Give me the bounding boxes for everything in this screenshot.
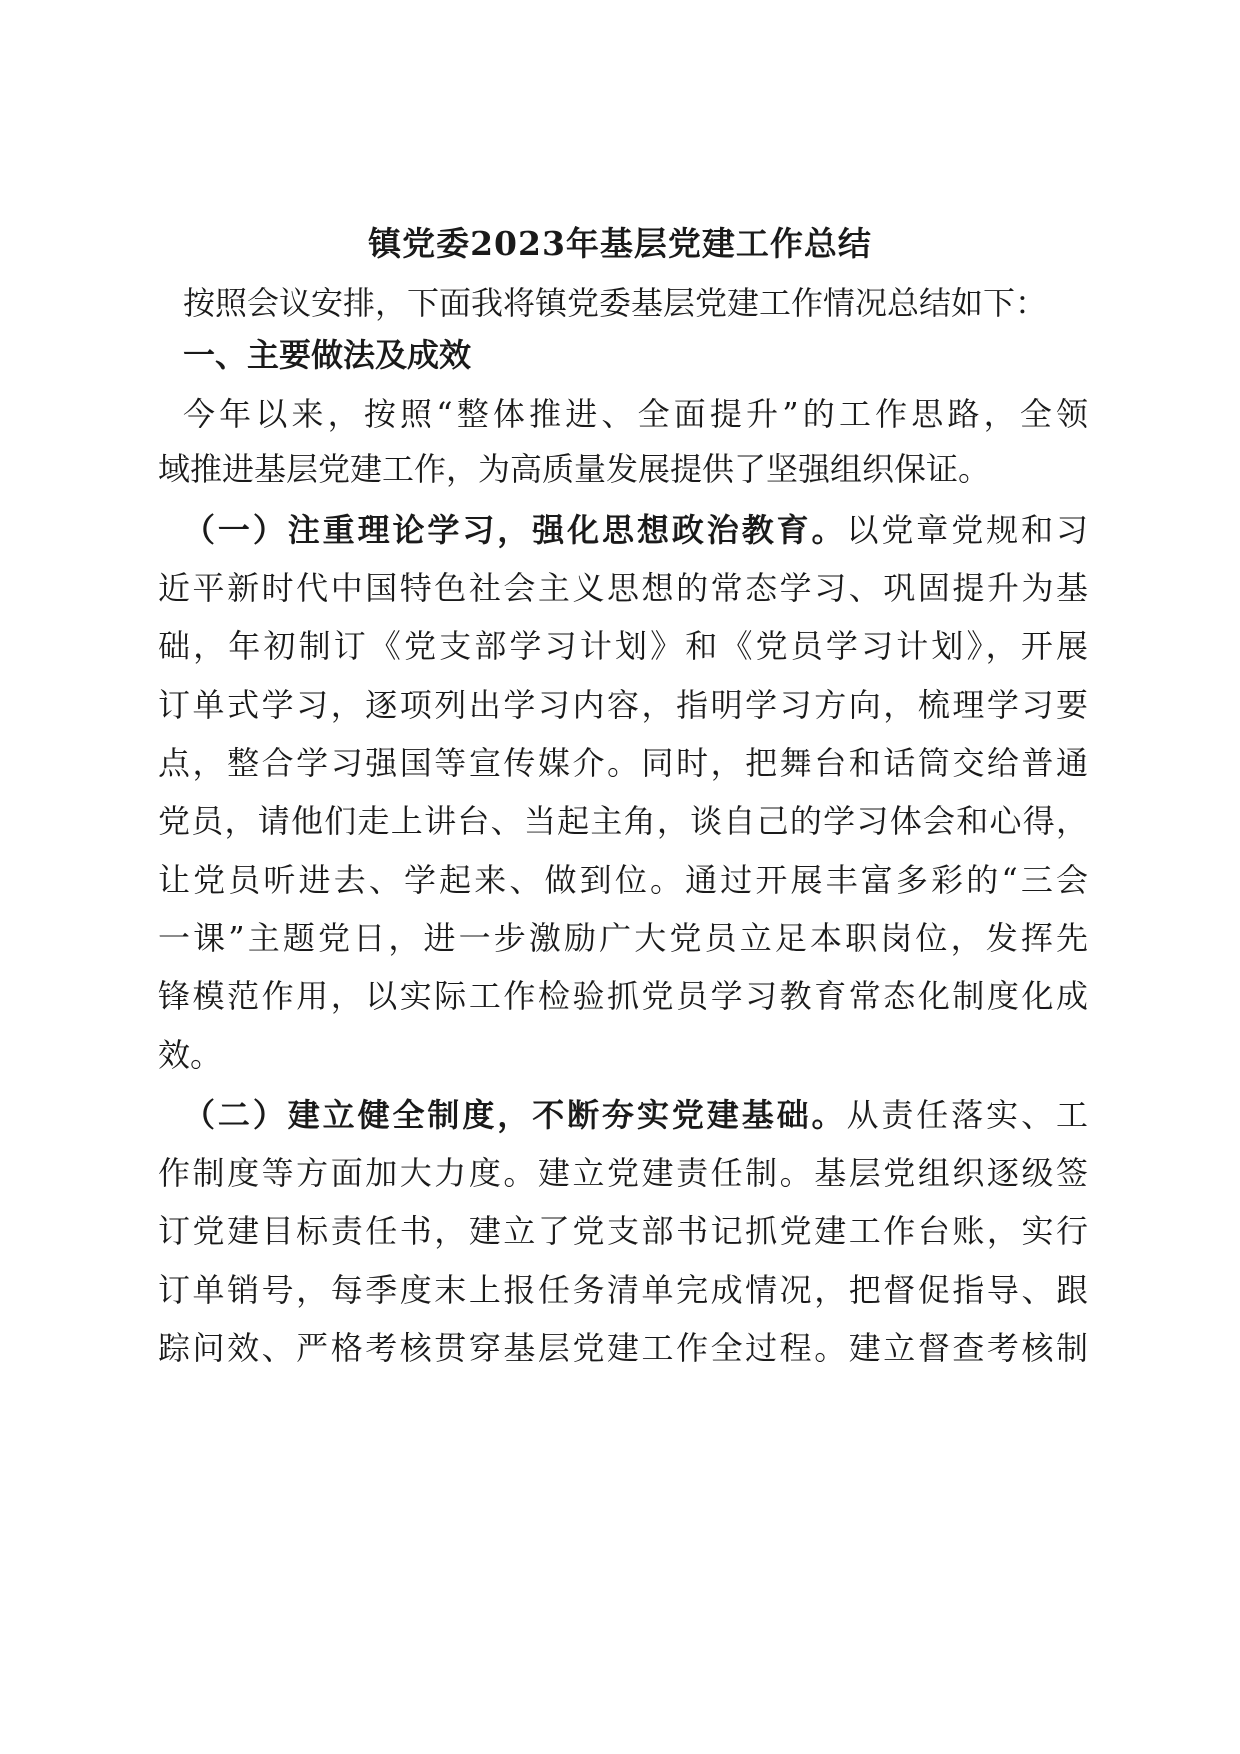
paragraph-line: 作制度等方面加大力度。建立党建责任制。基层党组织逐级签 [158, 1154, 1088, 1192]
paragraph-line: 踪问效、严格考核贯穿基层党建工作全过程。建立督查考核制 [158, 1329, 1088, 1367]
paragraph-line: 订党建目标责任书，建立了党支部书记抓党建工作台账，实行 [158, 1212, 1088, 1250]
paragraph-line: 础，年初制订《党支部学习计划》和《党员学习计划》，开展 [158, 627, 1088, 665]
intro-paragraph: 按照会议安排，下面我将镇党委基层党建工作情况总结如下： [183, 284, 1048, 322]
paragraph-line: 效。 [158, 1036, 223, 1074]
paragraph-line: 订单销号，每季度末上报任务清单完成情况，把督促指导、跟 [158, 1271, 1088, 1309]
paragraph-line [183, 1093, 1088, 1137]
paragraph-line: 党员，请他们走上讲台、当起主角，谈自己的学习体会和心得， [158, 802, 1088, 840]
paragraph-line: 域推进基层党建工作，为高质量发展提供了坚强组织保证。 [158, 450, 991, 488]
paragraph-line [183, 508, 1088, 552]
paragraph-text: 从责任落实、工 [846, 1096, 1088, 1134]
paragraph-line: 今年以来，按照“整体推进、全面提升”的工作思路，全领 [183, 395, 1088, 433]
paragraph-line: 点，整合学习强国等宣传媒介。同时，把舞台和话筒交给普通 [158, 744, 1088, 782]
document-title: 镇党委2023年基层党建工作总结 [368, 224, 872, 263]
paragraph-line: 订单式学习，逐项列出学习内容，指明学习方向，梳理学习要 [158, 686, 1088, 724]
paragraph-line: 近平新时代中国特色社会主义思想的常态学习、巩固提升为基 [158, 569, 1088, 607]
paragraph-line: 一课”主题党日，进一步激励广大党员立足本职岗位，发挥先 [158, 919, 1088, 957]
paragraph-text: 以党章党规和习 [846, 511, 1088, 549]
paragraph-line: 锋模范作用，以实际工作检验抓党员学习教育常态化制度化成 [158, 977, 1088, 1015]
paragraph-line: 让党员听进去、学起来、做到位。通过开展丰富多彩的“三会 [158, 861, 1088, 899]
section-heading: 一、主要做法及成效 [183, 336, 472, 374]
subsection-heading: （二）建立健全制度，不断夯实党建基础。 [183, 1096, 847, 1134]
subsection-heading: （一）注重理论学习，强化思想政治教育。 [183, 511, 847, 549]
